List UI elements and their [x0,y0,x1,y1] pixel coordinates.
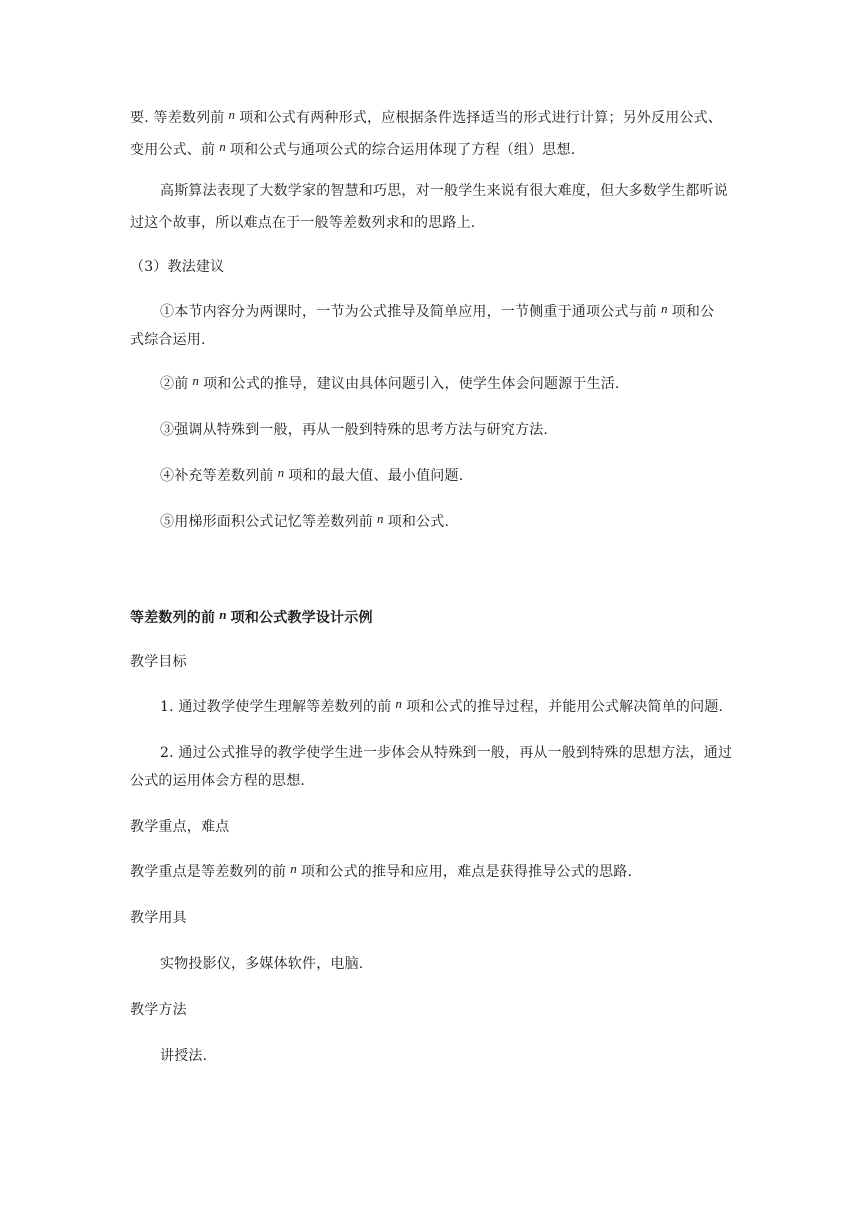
text-span: 项和公式的推导和应用，难点是获得推导公式的思路. [300,864,633,880]
key-points-text [130,862,740,882]
advice-item-1-line-1 [160,302,770,322]
variable-n: n [290,861,297,876]
tools-text: 实物投影仪，多媒体软件，电脑. [160,956,364,972]
advice-item-4 [160,466,770,486]
text-span: ⑤用梯形面积公式记忆等差数列前 [160,514,373,530]
text-span: 项和公式与通项公式的综合运用体现了方程（组）思想. [229,142,576,158]
advice-item-5 [160,512,770,532]
text-span: 项和公 [671,304,715,320]
text-span: 教学重点是等差数列的前 [130,864,287,880]
variable-n: n [219,607,227,622]
text-span: 变用公式、前 [130,142,216,158]
text-span: 1. 通过教学使学生理解等差数列的前 [160,699,392,715]
advice-item-1-line-2: 式综合运用. [130,332,206,348]
text-span: 项和的最大值、最小值问题. [288,468,464,484]
intro-line-2 [130,140,740,160]
variable-n: n [395,696,403,711]
variable-n: n [228,107,236,122]
text-span: ①本节内容分为两课时，一节为公式推导及简单应用，一节侧重于通项公式与前 [160,304,657,320]
variable-n: n [192,373,200,388]
method-heading: 教学方法 [130,1002,187,1018]
intro-line-1 [130,108,740,128]
goal-2-line-1: 2. 通过公式推导的教学使学生进一步体会从特殊到一般，再从一般到特殊的思想方法，通过 [160,745,733,761]
text-span: 项和公式. [387,514,450,530]
text-span: 项和公式的推导，建议由具体问题引入，使学生体会问题源于生活. [203,376,620,392]
variable-n: n [219,139,226,154]
text-span: 要. 等差数列前 [130,110,225,126]
goal-1 [160,697,770,717]
variable-n: n [277,465,285,480]
text-span: ②前 [160,376,189,392]
method-text: 讲授法. [160,1048,208,1064]
gauss-line-2: 过这个故事，所以难点在于一般等差数列求和的思路上. [130,215,476,231]
goal-2-line-2: 公式的运用体会方程的思想. [130,773,306,789]
advice-item-2 [160,374,770,394]
text-span: ④补充等差数列前 [160,468,274,484]
text-span: 项和公式的推导过程，并能用公式解决简单的问题. [406,699,724,715]
variable-n: n [661,301,668,316]
text-span: 等差数列的前 [130,610,216,626]
text-span: 项和公式有两种形式，应根据条件选择适当的形式进行计算；另外反用公式、 [239,110,723,126]
advice-heading: （3）教法建议 [130,259,225,275]
goals-heading: 教学目标 [130,654,187,670]
gauss-line-1: 高斯算法表现了大数学家的智慧和巧思，对一般学生来说有很大难度，但大多数学生都听说 [160,183,728,199]
text-span: 项和公式教学设计示例 [230,610,373,626]
variable-n: n [377,511,384,526]
section-title [130,608,740,628]
key-points-heading: 教学重点，难点 [130,819,230,835]
tools-heading: 教学用具 [130,910,187,926]
advice-item-3: ③强调从特殊到一般，再从一般到特殊的思考方法与研究方法. [160,422,549,438]
